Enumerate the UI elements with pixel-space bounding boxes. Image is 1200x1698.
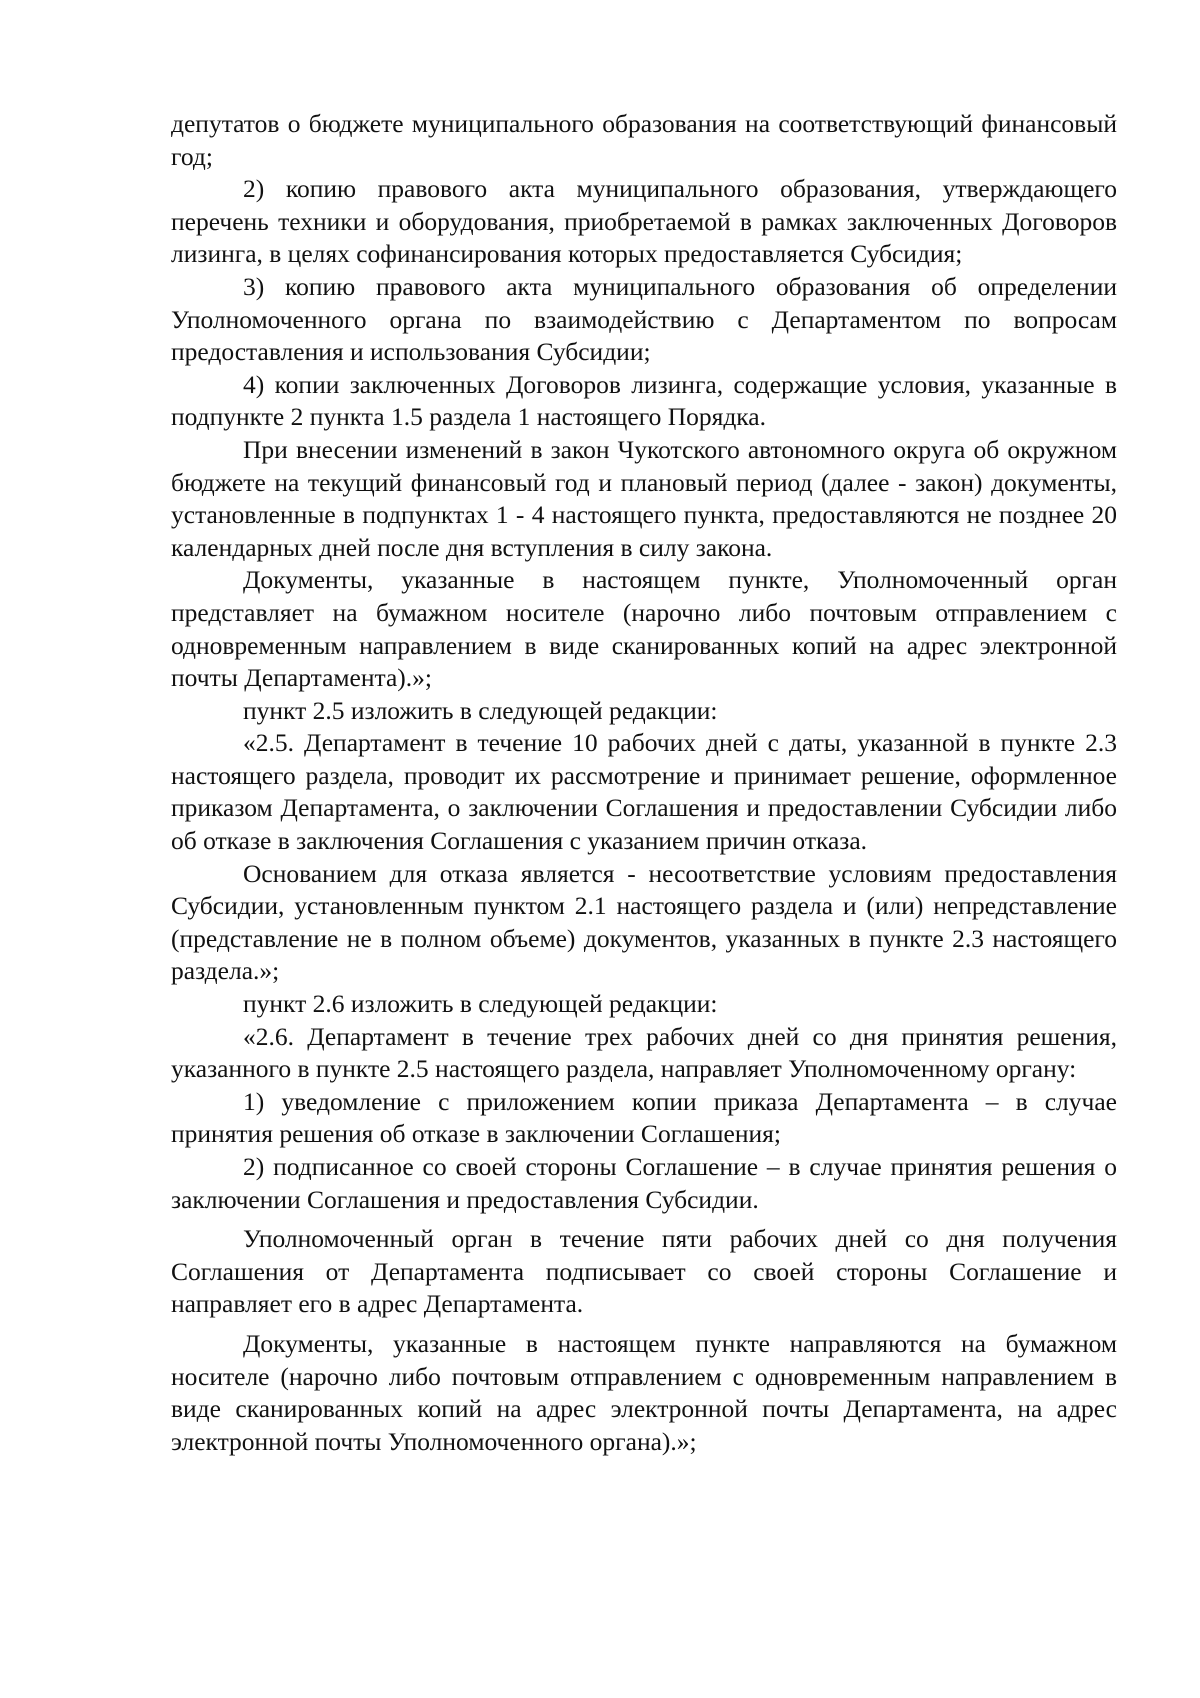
paragraph-7: пункт 2.5 изложить в следующей редакции:	[243, 695, 718, 725]
paragraph-13: 2) подписанное со своей стороны Соглашение – в случае принятия решения о заключении Соглашения и предоставления Субсидии.	[171, 1152, 1117, 1214]
paragraph-3: 3) копию правового акта муниципального образования об определении Уполномоченного органа по взаимодействию с Департаментом по вопросам предоставления и использования Субсидии;	[171, 271, 1117, 367]
paragraph-2: 2) копию правового акта муниципального образования, утверждающего перечень техники и оборудования, приобретаемой в рамках заключенных Договоров лизинга, в целях софинансирования которых предоставляется Субсидия;	[171, 174, 1117, 269]
document-body	[171, 108, 1117, 1458]
paragraph-10: пункт 2.6 изложить в следующей редакции:	[243, 989, 718, 1019]
paragraph-14: Уполномоченный орган в течение пяти рабочих дней со дня получения Соглашения от Департамента подписывает со своей стороны Соглашение и направляет его в адрес Департамента.	[171, 1224, 1117, 1319]
paragraph-5: При внесении изменений в закон Чукотского автономного округа об окружном бюджете на текущий финансовый год и плановый период (далее - закон) документы, установленные в подпунктах 1 - 4 настоящего пункта, предоставляются не позднее 20 календарных дней после дня вступления в силу закона.	[171, 434, 1117, 562]
paragraph-12: 1) уведомление с приложением копии приказа Департамента – в случае принятия решения об отказе в заключении Соглашения;	[171, 1086, 1117, 1149]
paragraph-15: Документы, указанные в настоящем пункте направляются на бумажном носителе (нарочно либо почтовым отправлением с одновременным направлением в виде сканированных копий на адрес электронной почты Департамента, на адрес электронной почты Уполномоченного органа).»;	[171, 1328, 1117, 1456]
paragraph-9: Основанием для отказа является - несоответствие условиям предоставления Субсидии, установленным пунктом 2.1 настоящего раздела и (или) непредставление (представление не в полном объеме) документов, указанных в пункте 2.3 настоящего раздела.»;	[171, 858, 1117, 986]
paragraph-11: «2.6. Департамент в течение трех рабочих дней со дня принятия решения, указанного в пункте 2.5 настоящего раздела, направляет Уполномоченному органу:	[171, 1021, 1117, 1084]
paragraph-6: Документы, указанные в настоящем пункте, Уполномоченный орган представляет на бумажном носителе (нарочно либо почтовым отправлением с одновременным направлением в виде сканированных копий на адрес электронной почты Департамента).»;	[171, 565, 1117, 693]
paragraph-1: депутатов о бюджете муниципального образования на соответствующий финансовый год;	[171, 109, 1117, 171]
paragraph-8: «2.5. Департамент в течение 10 рабочих дней с даты, указанной в пункте 2.3 настоящего раздела, проводит их рассмотрение и принимает решение, оформленное приказом Департамента, о заключении Соглашения и предоставлении Субсидии либо об отказе в заключения Соглашения с указанием причин отказа.	[171, 728, 1117, 856]
paragraph-4: 4) копии заключенных Договоров лизинга, содержащие условия, указанные в подпункте 2 пункта 1.5 раздела 1 настоящего Порядка.	[171, 369, 1117, 432]
